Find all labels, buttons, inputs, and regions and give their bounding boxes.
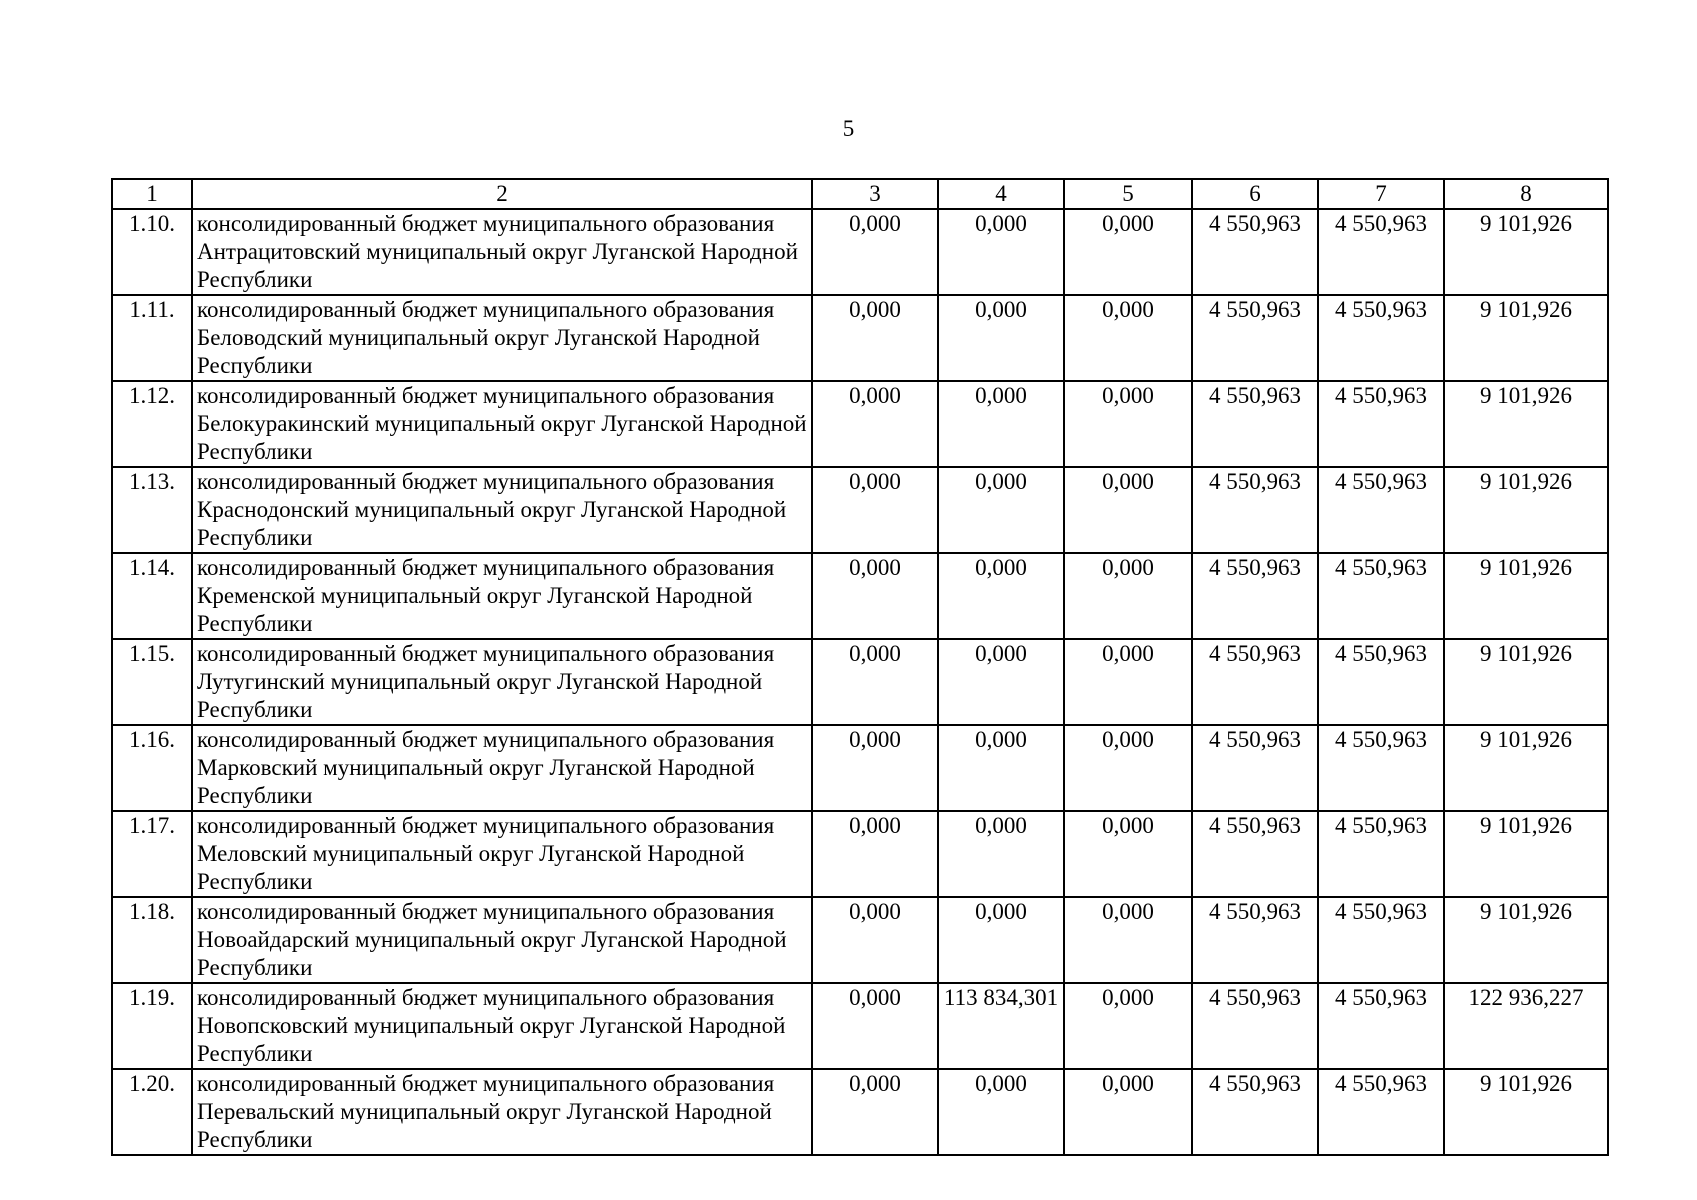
value-col-4: 0,000 (938, 1069, 1064, 1155)
table-row (112, 811, 1608, 897)
value-col-8: 9 101,926 (1444, 725, 1608, 811)
budget-name: консолидированный бюджет муниципального образования Белокуракинский муниципальный округ Луганской Народной Республики (192, 381, 812, 467)
value-col-3: 0,000 (812, 467, 938, 553)
value-col-7: 4 550,963 (1318, 897, 1444, 983)
value-col-8: 9 101,926 (1444, 209, 1608, 295)
row-number: 1.16. (112, 725, 192, 811)
value-col-8: 9 101,926 (1444, 553, 1608, 639)
page-number: 5 (842, 116, 855, 141)
column-header: 8 (1444, 179, 1608, 209)
value-col-4: 0,000 (938, 725, 1064, 811)
table-row (112, 381, 1608, 467)
value-col-8: 9 101,926 (1444, 467, 1608, 553)
row-number: 1.10. (112, 209, 192, 295)
value-col-8: 9 101,926 (1444, 295, 1608, 381)
value-col-8: 9 101,926 (1444, 897, 1608, 983)
value-col-5: 0,000 (1064, 553, 1192, 639)
column-header: 7 (1318, 179, 1444, 209)
value-col-3: 0,000 (812, 209, 938, 295)
value-col-3: 0,000 (812, 725, 938, 811)
column-header: 5 (1064, 179, 1192, 209)
value-col-8: 9 101,926 (1444, 1069, 1608, 1155)
budget-name: консолидированный бюджет муниципального образования Новоайдарский муниципальный округ Луганской Народной Республики (192, 897, 812, 983)
value-col-7: 4 550,963 (1318, 467, 1444, 553)
table-row (112, 1069, 1608, 1155)
budget-name: консолидированный бюджет муниципального образования Новопсковский муниципальный округ Луганской Народной Республики (192, 983, 812, 1069)
value-col-3: 0,000 (812, 897, 938, 983)
table-row (112, 467, 1608, 553)
value-col-3: 0,000 (812, 295, 938, 381)
row-number: 1.19. (112, 983, 192, 1069)
row-number: 1.20. (112, 1069, 192, 1155)
value-col-7: 4 550,963 (1318, 1069, 1444, 1155)
value-col-7: 4 550,963 (1318, 381, 1444, 467)
value-col-6: 4 550,963 (1192, 639, 1318, 725)
table-row (112, 209, 1608, 295)
value-col-5: 0,000 (1064, 295, 1192, 381)
budget-name: консолидированный бюджет муниципального образования Краснодонский муниципальный округ Луганской Народной Республики (192, 467, 812, 553)
value-col-3: 0,000 (812, 381, 938, 467)
budget-name: консолидированный бюджет муниципального образования Марковский муниципальный округ Луганской Народной Республики (192, 725, 812, 811)
value-col-7: 4 550,963 (1318, 725, 1444, 811)
value-col-6: 4 550,963 (1192, 1069, 1318, 1155)
table-row (112, 639, 1608, 725)
value-col-5: 0,000 (1064, 467, 1192, 553)
value-col-8: 122 936,227 (1444, 983, 1608, 1069)
value-col-3: 0,000 (812, 553, 938, 639)
value-col-4: 0,000 (938, 295, 1064, 381)
budget-name: консолидированный бюджет муниципального образования Меловский муниципальный округ Луганской Народной Республики (192, 811, 812, 897)
budget-table (111, 178, 1609, 1156)
value-col-4: 0,000 (938, 381, 1064, 467)
value-col-6: 4 550,963 (1192, 811, 1318, 897)
value-col-7: 4 550,963 (1318, 639, 1444, 725)
value-col-4: 0,000 (938, 467, 1064, 553)
row-number: 1.17. (112, 811, 192, 897)
value-col-6: 4 550,963 (1192, 983, 1318, 1069)
budget-name: консолидированный бюджет муниципального образования Беловодский муниципальный округ Луганской Народной Республики (192, 295, 812, 381)
value-col-7: 4 550,963 (1318, 209, 1444, 295)
value-col-7: 4 550,963 (1318, 983, 1444, 1069)
table-row (112, 725, 1608, 811)
value-col-8: 9 101,926 (1444, 381, 1608, 467)
value-col-5: 0,000 (1064, 1069, 1192, 1155)
value-col-5: 0,000 (1064, 725, 1192, 811)
value-col-8: 9 101,926 (1444, 639, 1608, 725)
value-col-5: 0,000 (1064, 983, 1192, 1069)
value-col-6: 4 550,963 (1192, 553, 1318, 639)
value-col-3: 0,000 (812, 983, 938, 1069)
value-col-4: 0,000 (938, 811, 1064, 897)
row-number: 1.14. (112, 553, 192, 639)
value-col-3: 0,000 (812, 1069, 938, 1155)
value-col-5: 0,000 (1064, 209, 1192, 295)
value-col-7: 4 550,963 (1318, 295, 1444, 381)
column-header: 4 (938, 179, 1064, 209)
value-col-4: 0,000 (938, 553, 1064, 639)
table-row (112, 553, 1608, 639)
value-col-6: 4 550,963 (1192, 209, 1318, 295)
value-col-5: 0,000 (1064, 381, 1192, 467)
value-col-5: 0,000 (1064, 897, 1192, 983)
value-col-3: 0,000 (812, 811, 938, 897)
table-row (112, 983, 1608, 1069)
row-number: 1.12. (112, 381, 192, 467)
row-number: 1.13. (112, 467, 192, 553)
table-header-row (112, 179, 1608, 209)
column-header: 6 (1192, 179, 1318, 209)
table-row (112, 295, 1608, 381)
value-col-4: 0,000 (938, 639, 1064, 725)
value-col-5: 0,000 (1064, 639, 1192, 725)
row-number: 1.15. (112, 639, 192, 725)
value-col-8: 9 101,926 (1444, 811, 1608, 897)
budget-name: консолидированный бюджет муниципального образования Кременской муниципальный округ Луганской Народной Республики (192, 553, 812, 639)
value-col-4: 0,000 (938, 897, 1064, 983)
value-col-6: 4 550,963 (1192, 381, 1318, 467)
column-header: 1 (112, 179, 192, 209)
budget-name: консолидированный бюджет муниципального образования Лутугинский муниципальный округ Луганской Народной Республики (192, 639, 812, 725)
value-col-4: 113 834,301 (938, 983, 1064, 1069)
value-col-3: 0,000 (812, 639, 938, 725)
value-col-5: 0,000 (1064, 811, 1192, 897)
value-col-6: 4 550,963 (1192, 725, 1318, 811)
column-header: 3 (812, 179, 938, 209)
budget-name: консолидированный бюджет муниципального образования Антрацитовский муниципальный округ Луганской Народной Республики (192, 209, 812, 295)
value-col-6: 4 550,963 (1192, 467, 1318, 553)
table-row (112, 897, 1608, 983)
row-number: 1.11. (112, 295, 192, 381)
column-header: 2 (192, 179, 812, 209)
value-col-4: 0,000 (938, 209, 1064, 295)
row-number: 1.18. (112, 897, 192, 983)
value-col-7: 4 550,963 (1318, 553, 1444, 639)
budget-name: консолидированный бюджет муниципального образования Перевальский муниципальный округ Луганской Народной Республики (192, 1069, 812, 1155)
value-col-7: 4 550,963 (1318, 811, 1444, 897)
value-col-6: 4 550,963 (1192, 295, 1318, 381)
value-col-6: 4 550,963 (1192, 897, 1318, 983)
